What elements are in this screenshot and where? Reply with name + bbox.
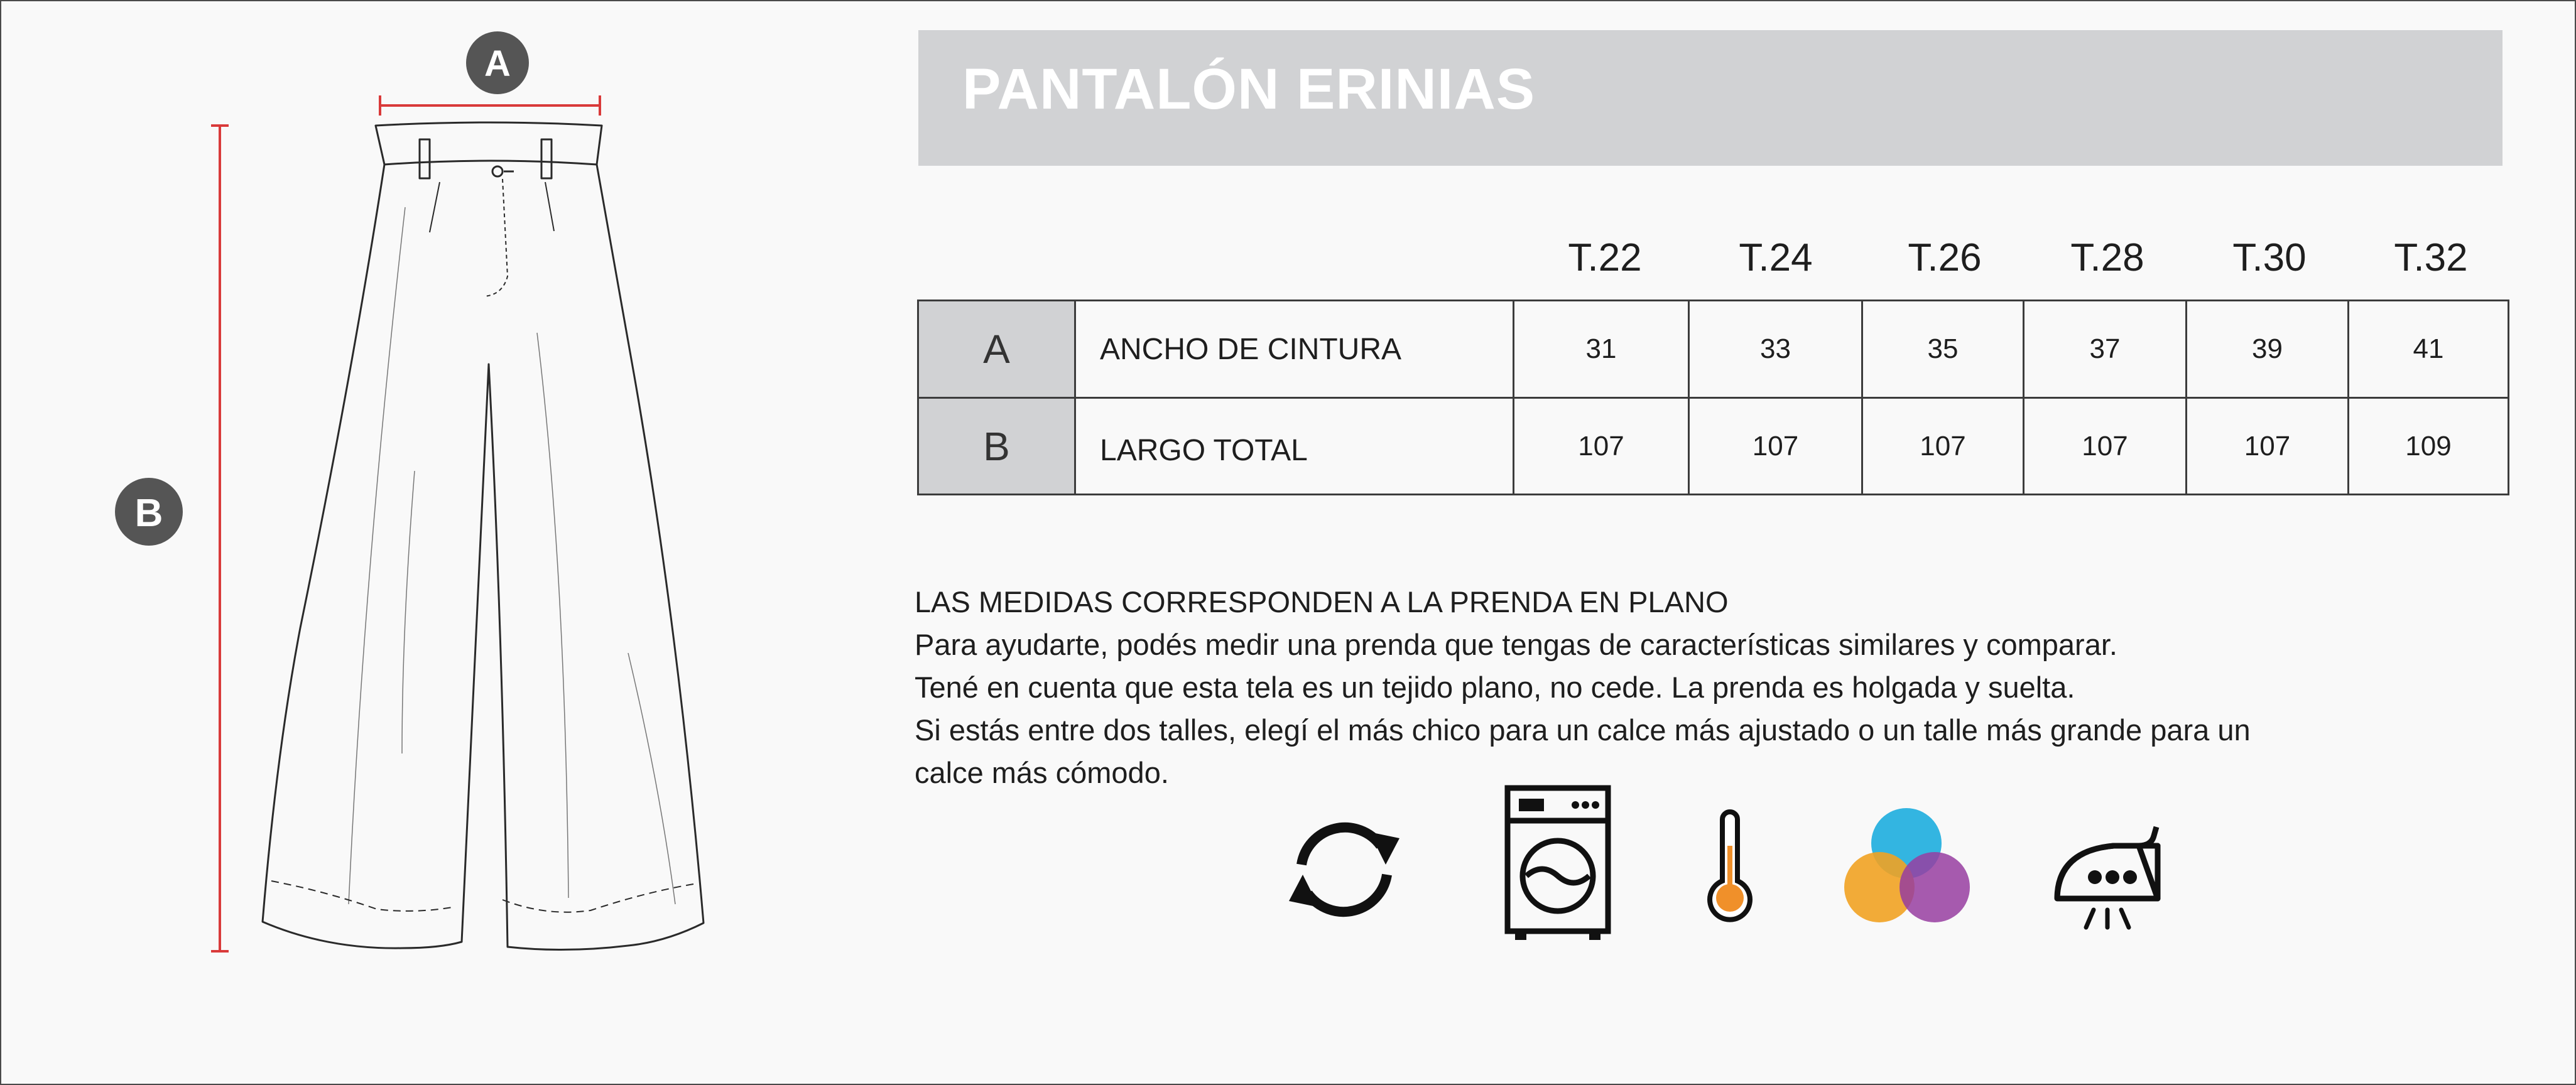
color-separation-icon (1840, 807, 1972, 926)
washing-machine-icon (1501, 782, 1614, 945)
row-a-t28: 37 (2089, 333, 2121, 364)
row-b-t32: 109 (2405, 430, 2452, 462)
row-b-t24: 107 (1752, 430, 1799, 462)
row-b-letter: B (919, 399, 1074, 494)
temperature-icon (1705, 807, 1755, 926)
marker-a (466, 31, 529, 94)
marker-a-label: A (484, 43, 511, 84)
row-a-t22: 31 (1585, 333, 1617, 364)
size-header-t26: T.26 (1908, 236, 1982, 279)
row-b-t28: 107 (2082, 430, 2128, 462)
iron-steam-icon (2045, 813, 2170, 932)
measurement-notes (915, 581, 2359, 794)
product-title: PANTALÓN ERINIAS (962, 57, 1536, 121)
title-bar (918, 30, 2503, 166)
size-header-t28: T.28 (2070, 236, 2144, 279)
reversible-icon (1275, 807, 1413, 932)
row-a-t24: 33 (1760, 333, 1791, 364)
size-header-t24: T.24 (1739, 236, 1813, 279)
notes-line-2: Tené en cuenta que esta tela es un tejido plano, no cede. La prenda es holgada y suelta. (915, 671, 2075, 704)
row-b-t22: 107 (1578, 430, 1624, 462)
pants-outline (263, 122, 704, 950)
row-b-t26: 107 (1920, 430, 1966, 462)
waist-measure-line (380, 95, 600, 116)
marker-b-label: B (134, 492, 163, 535)
row-b-t30: 107 (2244, 430, 2291, 462)
row-a-label: ANCHO DE CINTURA (1100, 332, 1402, 366)
notes-line-3: Si estás entre dos talles, elegí el más chico para un calce más ajustado o un talle más grande para un (915, 713, 2251, 747)
size-table (917, 300, 2509, 495)
row-a-t30: 39 (2252, 333, 2283, 364)
size-header-t22: T.22 (1568, 236, 1642, 279)
row-a-letter: A (919, 301, 1074, 397)
pants-illustration (0, 0, 867, 1085)
size-header-t30: T.30 (2232, 236, 2307, 279)
marker-b (115, 478, 183, 546)
row-b-label: LARGO TOTAL (1100, 434, 1308, 467)
notes-line-4: calce más cómodo. (915, 756, 1169, 789)
row-a-t26: 35 (1927, 333, 1959, 364)
size-header-t32: T.32 (2394, 236, 2468, 279)
notes-line-1: Para ayudarte, podés medir una prenda que tengas de características similares y comparar. (915, 628, 2117, 661)
notes-heading: LAS MEDIDAS CORRESPONDEN A LA PRENDA EN PLANO (915, 585, 1729, 618)
row-a-t32: 41 (2413, 333, 2444, 364)
length-measure-line (211, 126, 229, 951)
